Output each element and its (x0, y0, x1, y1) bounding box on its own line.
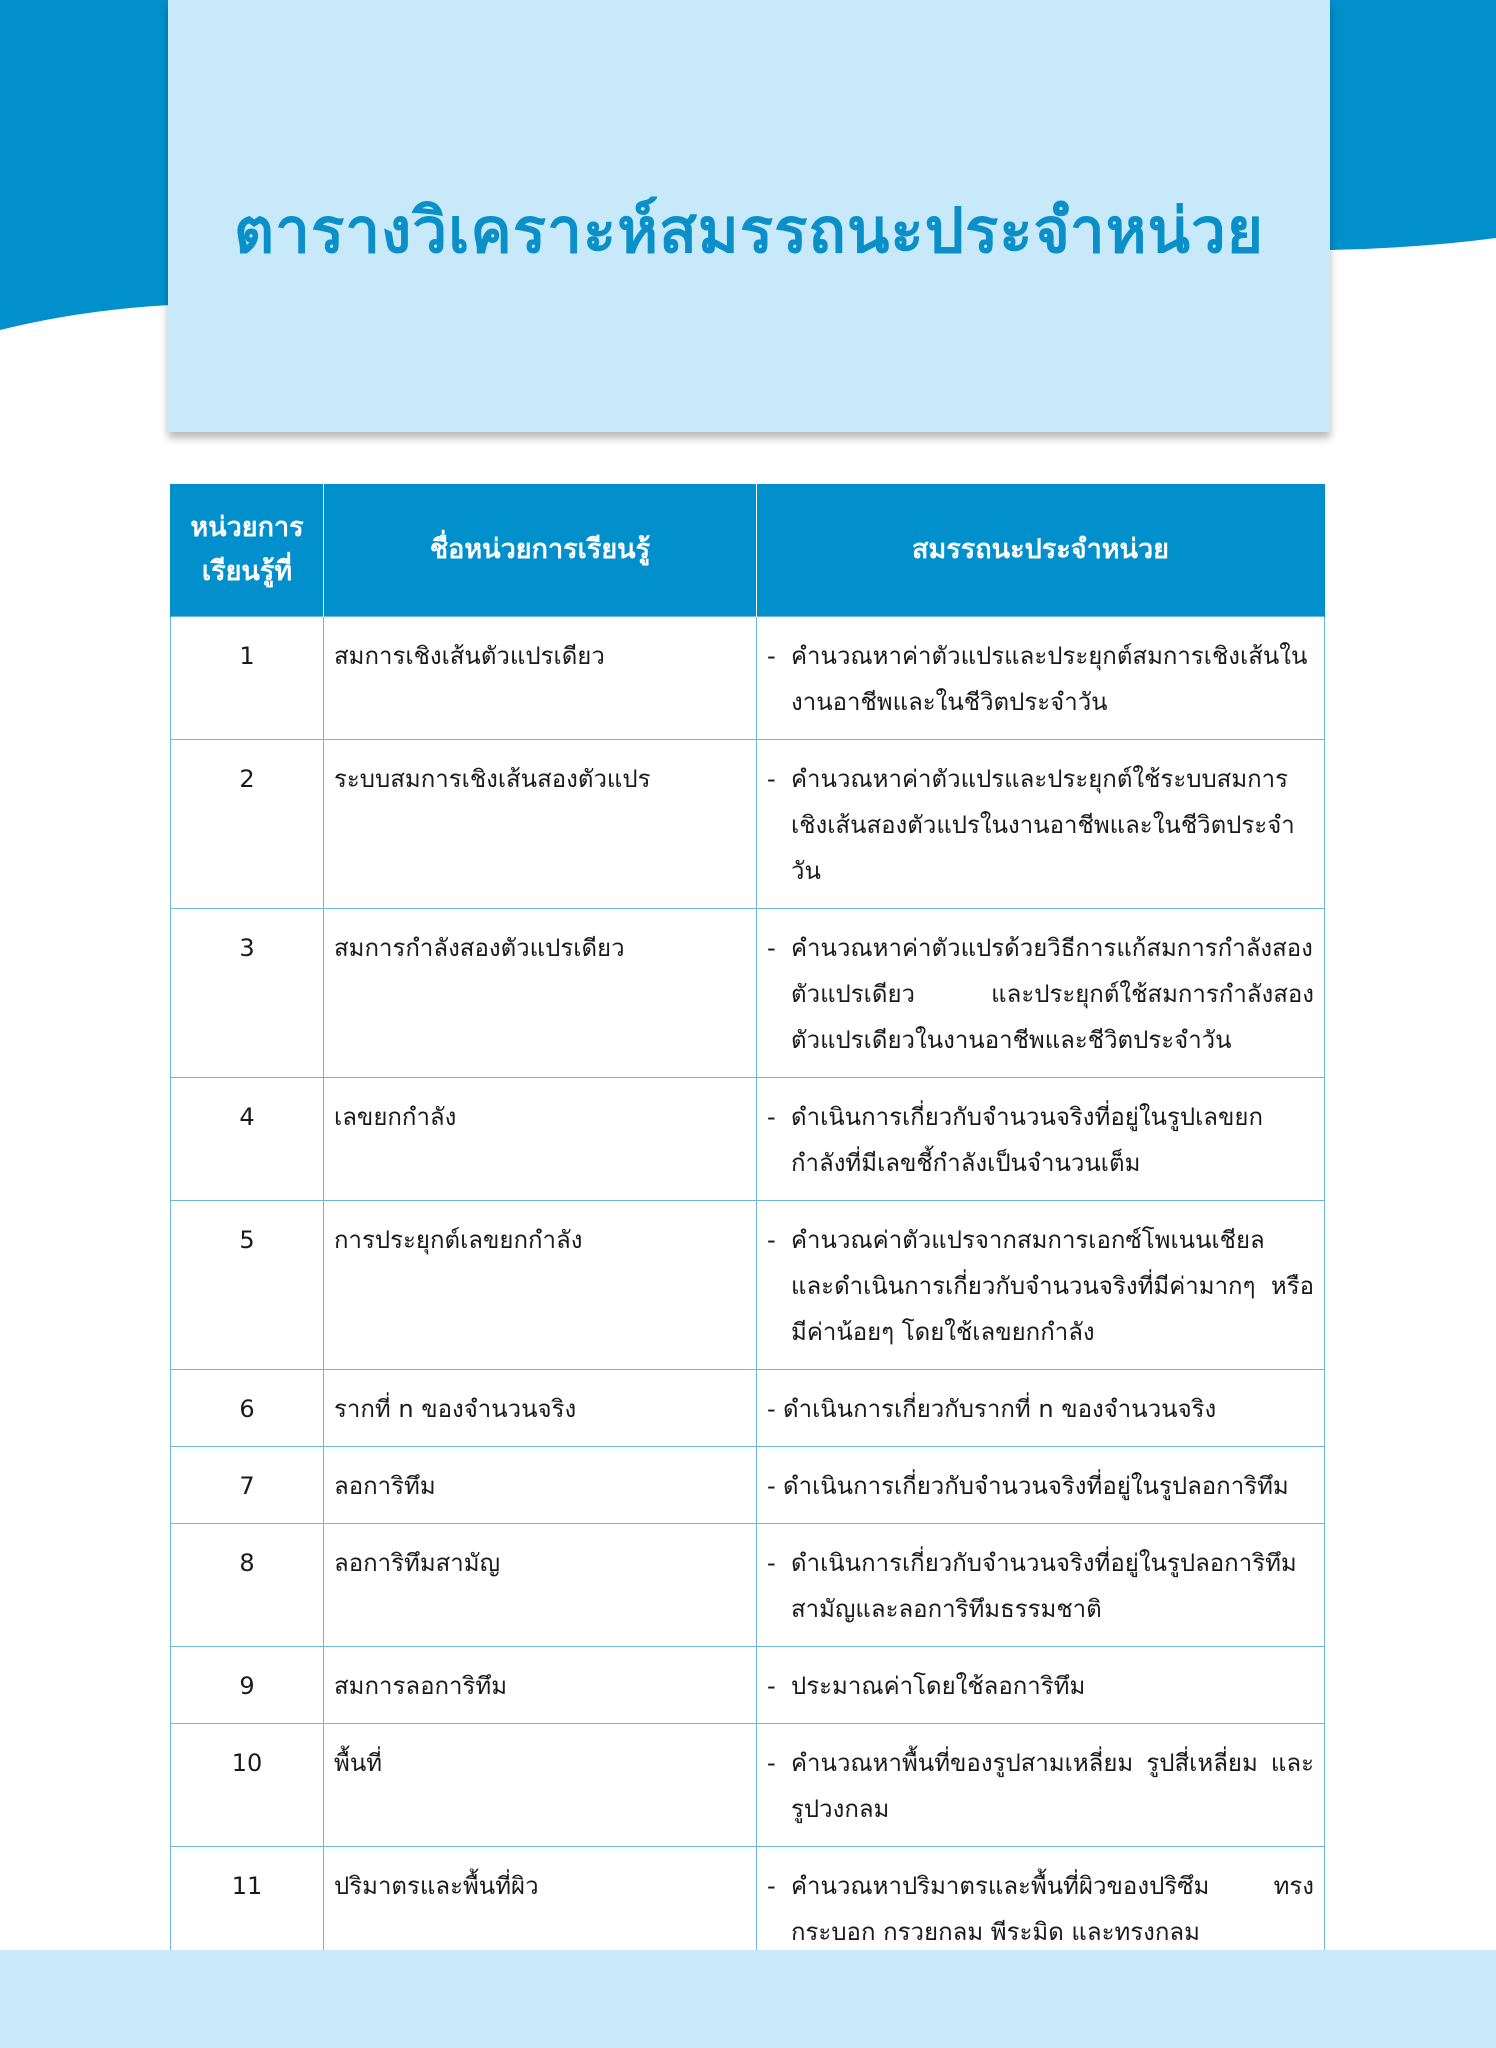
competency-item (767, 1863, 1314, 1955)
competency-text: ดำเนินการเกี่ยวกับรากที่ n ของจำนวนจริง (783, 1394, 1217, 1423)
page-title: ตารางวิเคราะห์สมรรถนะประจำหน่วย (233, 194, 1265, 267)
unit-number-cell: 4 (171, 1077, 324, 1200)
unit-name-cell: ปริมาตรและพื้นที่ผิว (324, 1846, 757, 1969)
competency-table (170, 484, 1325, 1970)
unit-name-cell: สมการเชิงเส้นตัวแปรเดียว (324, 616, 757, 739)
competency-text: คำนวณหาปริมาตรและพื้นที่ผิวของปริซึม ทรงกระบอก กรวยกลม พีระมิด และทรงกลม (791, 1871, 1314, 1946)
competency-table-container (170, 484, 1324, 1970)
header-unit-name: ชื่อหน่วยการเรียนรู้ (324, 484, 757, 616)
competency-item (767, 1740, 1314, 1832)
unit-name-cell: ระบบสมการเชิงเส้นสองตัวแปร (324, 739, 757, 908)
table-row (171, 616, 1325, 739)
bullet-dash: - (767, 1225, 776, 1254)
table-row (171, 739, 1325, 908)
competency-text: คำนวณค่าตัวแปรจากสมการเอกซ์โพเนนเชียล และดำเนินการเกี่ยวกับจำนวนจริงที่มีค่ามากๆ หรือมีค่าน้อยๆ โดยใช้เลขยกกำลัง (791, 1225, 1314, 1346)
table-row (171, 1446, 1325, 1523)
bullet-dash: - (767, 641, 776, 670)
competency-cell (757, 908, 1325, 1077)
table-header-row (171, 484, 1325, 616)
table-row (171, 1723, 1325, 1846)
competency-item (767, 925, 1314, 1063)
unit-name-cell: การประยุกต์เลขยกกำลัง (324, 1200, 757, 1369)
unit-number-cell: 1 (171, 616, 324, 739)
competency-item (767, 1540, 1314, 1632)
table-row (171, 1646, 1325, 1723)
table-row (171, 1523, 1325, 1646)
title-card (168, 0, 1330, 432)
bullet-dash: - (767, 1871, 776, 1900)
table-body (171, 616, 1325, 1969)
competency-cell (757, 1200, 1325, 1369)
table-row (171, 1200, 1325, 1369)
table-row (171, 1077, 1325, 1200)
left-wave-shape (0, 0, 170, 330)
unit-name-cell: สมการกำลังสองตัวแปรเดียว (324, 908, 757, 1077)
unit-number-cell: 7 (171, 1446, 324, 1523)
competency-text: ดำเนินการเกี่ยวกับจำนวนจริงที่อยู่ในรูปเลขยกกำลังที่มีเลขชี้กำลังเป็นจำนวนเต็ม (791, 1102, 1263, 1177)
unit-name-cell: ลอการิทึมสามัญ (324, 1523, 757, 1646)
competency-item (767, 1463, 1314, 1509)
competency-item (767, 1663, 1314, 1709)
bullet-dash: - (767, 1671, 776, 1700)
unit-name-cell: ลอการิทึม (324, 1446, 757, 1523)
competency-cell (757, 1523, 1325, 1646)
competency-text: คำนวณหาค่าตัวแปรด้วยวิธีการแก้สมการกำลังสองตัวแปรเดียว และประยุกต์ใช้สมการกำลังสองตัวแปรเดียวในงานอาชีพและชีวิตประจำวัน (791, 933, 1314, 1054)
competency-text: ประมาณค่าโดยใช้ลอการิทึม (791, 1671, 1086, 1700)
bullet-dash: - (767, 1471, 776, 1500)
unit-name-cell: รากที่ n ของจำนวนจริง (324, 1369, 757, 1446)
competency-cell (757, 1369, 1325, 1446)
competency-item (767, 1217, 1314, 1355)
footer-band (0, 1950, 1496, 2048)
competency-item (767, 633, 1314, 725)
unit-name-cell: เลขยกกำลัง (324, 1077, 757, 1200)
unit-number-cell: 8 (171, 1523, 324, 1646)
unit-name-cell: สมการลอการิทึม (324, 1646, 757, 1723)
header-unit-number: หน่วยการเรียนรู้ที่ (171, 484, 324, 616)
bullet-dash: - (767, 1102, 776, 1131)
unit-name-cell: พื้นที่ (324, 1723, 757, 1846)
unit-number-cell: 2 (171, 739, 324, 908)
competency-cell (757, 1077, 1325, 1200)
table-row (171, 908, 1325, 1077)
competency-text: คำนวณหาค่าตัวแปรและประยุกต์ใช้ระบบสมการเชิงเส้นสองตัวแปรในงานอาชีพและในชีวิตประจำวัน (791, 764, 1295, 885)
competency-item (767, 1386, 1314, 1432)
competency-cell (757, 1446, 1325, 1523)
unit-number-cell: 11 (171, 1846, 324, 1969)
competency-text: ดำเนินการเกี่ยวกับจำนวนจริงที่อยู่ในรูปลอการิทึม (783, 1471, 1289, 1500)
bullet-dash: - (767, 1748, 776, 1777)
competency-text: คำนวณหาพื้นที่ของรูปสามเหลี่ยม รูปสี่เหลี่ยม และรูปวงกลม (791, 1748, 1314, 1823)
header-competency: สมรรถนะประจำหน่วย (757, 484, 1325, 616)
unit-number-cell: 10 (171, 1723, 324, 1846)
unit-number-cell: 3 (171, 908, 324, 1077)
bullet-dash: - (767, 1548, 776, 1577)
bullet-dash: - (767, 1394, 776, 1423)
competency-cell (757, 739, 1325, 908)
competency-cell (757, 1646, 1325, 1723)
right-wave-shape (1330, 0, 1496, 250)
competency-item (767, 756, 1314, 894)
unit-number-cell: 6 (171, 1369, 324, 1446)
competency-text: คำนวณหาค่าตัวแปรและประยุกต์สมการเชิงเส้นในงานอาชีพและในชีวิตประจำวัน (791, 641, 1308, 716)
competency-cell (757, 616, 1325, 739)
competency-item (767, 1094, 1314, 1186)
competency-cell (757, 1723, 1325, 1846)
competency-text: ดำเนินการเกี่ยวกับจำนวนจริงที่อยู่ในรูปลอการิทึมสามัญและลอการิทึมธรรมชาติ (791, 1548, 1297, 1623)
table-row (171, 1369, 1325, 1446)
bullet-dash: - (767, 764, 776, 793)
unit-number-cell: 9 (171, 1646, 324, 1723)
unit-number-cell: 5 (171, 1200, 324, 1369)
bullet-dash: - (767, 933, 776, 962)
